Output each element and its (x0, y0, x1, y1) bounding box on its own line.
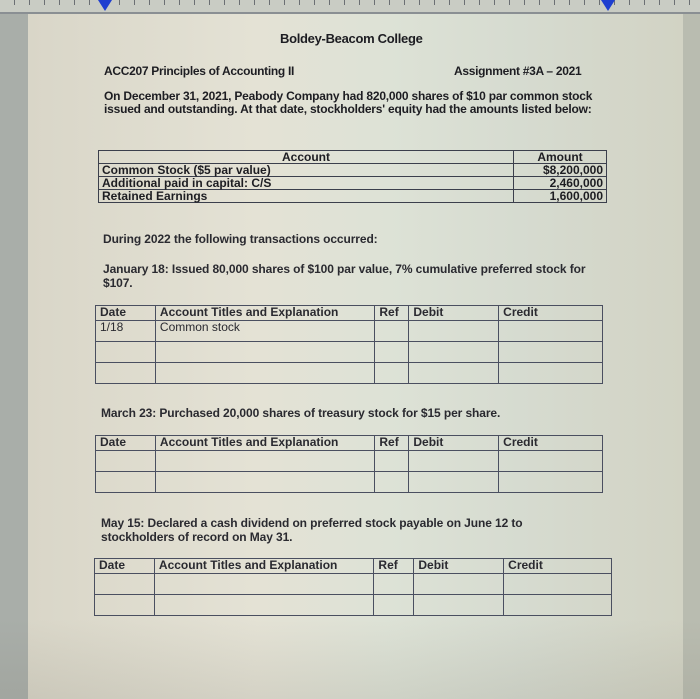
transaction-description-mar23: March 23: Purchased 20,000 shares of treasury stock for $15 per share. (101, 406, 501, 420)
entry-date[interactable]: 1/18 (96, 321, 156, 342)
transaction-description-jan18: January 18: Issued 80,000 shares of $100 par value, 7% cumulative preferred stock for $107. (103, 262, 586, 290)
entry-ref[interactable] (375, 342, 409, 363)
entry-credit[interactable] (499, 363, 603, 384)
journal-header-row (95, 559, 612, 574)
entry-credit[interactable] (499, 321, 603, 342)
entry-date[interactable] (96, 342, 156, 363)
equity-row (99, 177, 607, 190)
entry-ref[interactable] (374, 574, 414, 595)
journal-row[interactable] (96, 342, 603, 363)
intro-paragraph: On December 31, 2021, Peabody Company had 820,000 shares of $10 par common stock issued and outstanding. At that date, stockholders' equity had the amounts listed below: (104, 89, 593, 116)
journal-row[interactable] (95, 574, 612, 595)
right-indent-marker-icon[interactable] (601, 0, 615, 11)
header-credit: Credit (504, 559, 612, 574)
entry-debit[interactable] (409, 451, 499, 472)
entry-ref[interactable] (374, 595, 414, 616)
journal-row[interactable] (95, 595, 612, 616)
entry-credit[interactable] (499, 342, 603, 363)
equity-row (99, 190, 607, 203)
entry-date[interactable] (95, 574, 155, 595)
journal-row[interactable] (96, 472, 603, 493)
entry-ref[interactable] (375, 451, 409, 472)
equity-amount: $8,200,000 (514, 164, 607, 177)
page-margin-area (0, 14, 28, 699)
header-debit: Debit (409, 306, 499, 321)
header-ref: Ref (374, 559, 414, 574)
entry-account[interactable] (155, 363, 374, 384)
entry-credit[interactable] (499, 472, 603, 493)
entry-credit[interactable] (504, 574, 612, 595)
entry-debit[interactable] (409, 472, 499, 493)
journal-header-row (96, 306, 603, 321)
equity-row (99, 164, 607, 177)
entry-credit[interactable] (499, 451, 603, 472)
header-ref: Ref (375, 306, 409, 321)
page-shading (0, 619, 700, 699)
entry-account[interactable] (155, 472, 374, 493)
equity-account: Additional paid in capital: C/S (99, 177, 514, 190)
assignment-label: Assignment #3A – 2021 (454, 64, 582, 78)
header-ref: Ref (375, 436, 409, 451)
header-debit: Debit (409, 436, 499, 451)
entry-debit[interactable] (414, 595, 504, 616)
column-header-account: Account (99, 151, 514, 164)
column-header-amount: Amount (514, 151, 607, 164)
entry-account[interactable]: Common stock (155, 321, 374, 342)
entry-date[interactable] (96, 472, 156, 493)
journal-table-mar23[interactable] (95, 435, 603, 493)
journal-row[interactable] (96, 321, 603, 342)
header-account: Account Titles and Explanation (155, 306, 374, 321)
header-date: Date (96, 306, 156, 321)
header-account: Account Titles and Explanation (155, 436, 374, 451)
entry-ref[interactable] (375, 363, 409, 384)
header-account: Account Titles and Explanation (154, 559, 374, 574)
header-date: Date (95, 559, 155, 574)
entry-ref[interactable] (375, 472, 409, 493)
entry-account[interactable] (155, 342, 374, 363)
entry-debit[interactable] (409, 342, 499, 363)
journal-row[interactable] (96, 363, 603, 384)
entry-date[interactable] (95, 595, 155, 616)
entry-date[interactable] (96, 451, 156, 472)
equity-table (98, 150, 607, 203)
entry-debit[interactable] (414, 574, 504, 595)
left-indent-marker-icon[interactable] (98, 0, 112, 11)
header-credit: Credit (499, 306, 603, 321)
equity-account: Retained Earnings (99, 190, 514, 203)
entry-credit[interactable] (504, 595, 612, 616)
entry-ref[interactable] (375, 321, 409, 342)
transaction-description-may15: May 15: Declared a cash dividend on preferred stock payable on June 12 to stockholders of record on May 31. (101, 516, 523, 544)
equity-table-header (99, 151, 607, 164)
header-debit: Debit (414, 559, 504, 574)
entry-account[interactable] (154, 595, 374, 616)
equity-amount: 2,460,000 (514, 177, 607, 190)
equity-account: Common Stock ($5 par value) (99, 164, 514, 177)
entry-debit[interactable] (409, 363, 499, 384)
entry-account[interactable] (154, 574, 374, 595)
course-title: ACC207 Principles of Accounting II (104, 64, 295, 78)
journal-row[interactable] (96, 451, 603, 472)
entry-debit[interactable] (409, 321, 499, 342)
transactions-intro: During 2022 the following transactions occurred: (103, 232, 378, 246)
journal-table-jan18[interactable] (95, 305, 603, 384)
entry-date[interactable] (96, 363, 156, 384)
header-date: Date (96, 436, 156, 451)
journal-header-row (96, 436, 603, 451)
equity-amount: 1,600,000 (514, 190, 607, 203)
entry-account[interactable] (155, 451, 374, 472)
college-title: Boldey-Beacom College (280, 31, 423, 46)
header-credit: Credit (499, 436, 603, 451)
journal-table-may15[interactable] (94, 558, 612, 616)
